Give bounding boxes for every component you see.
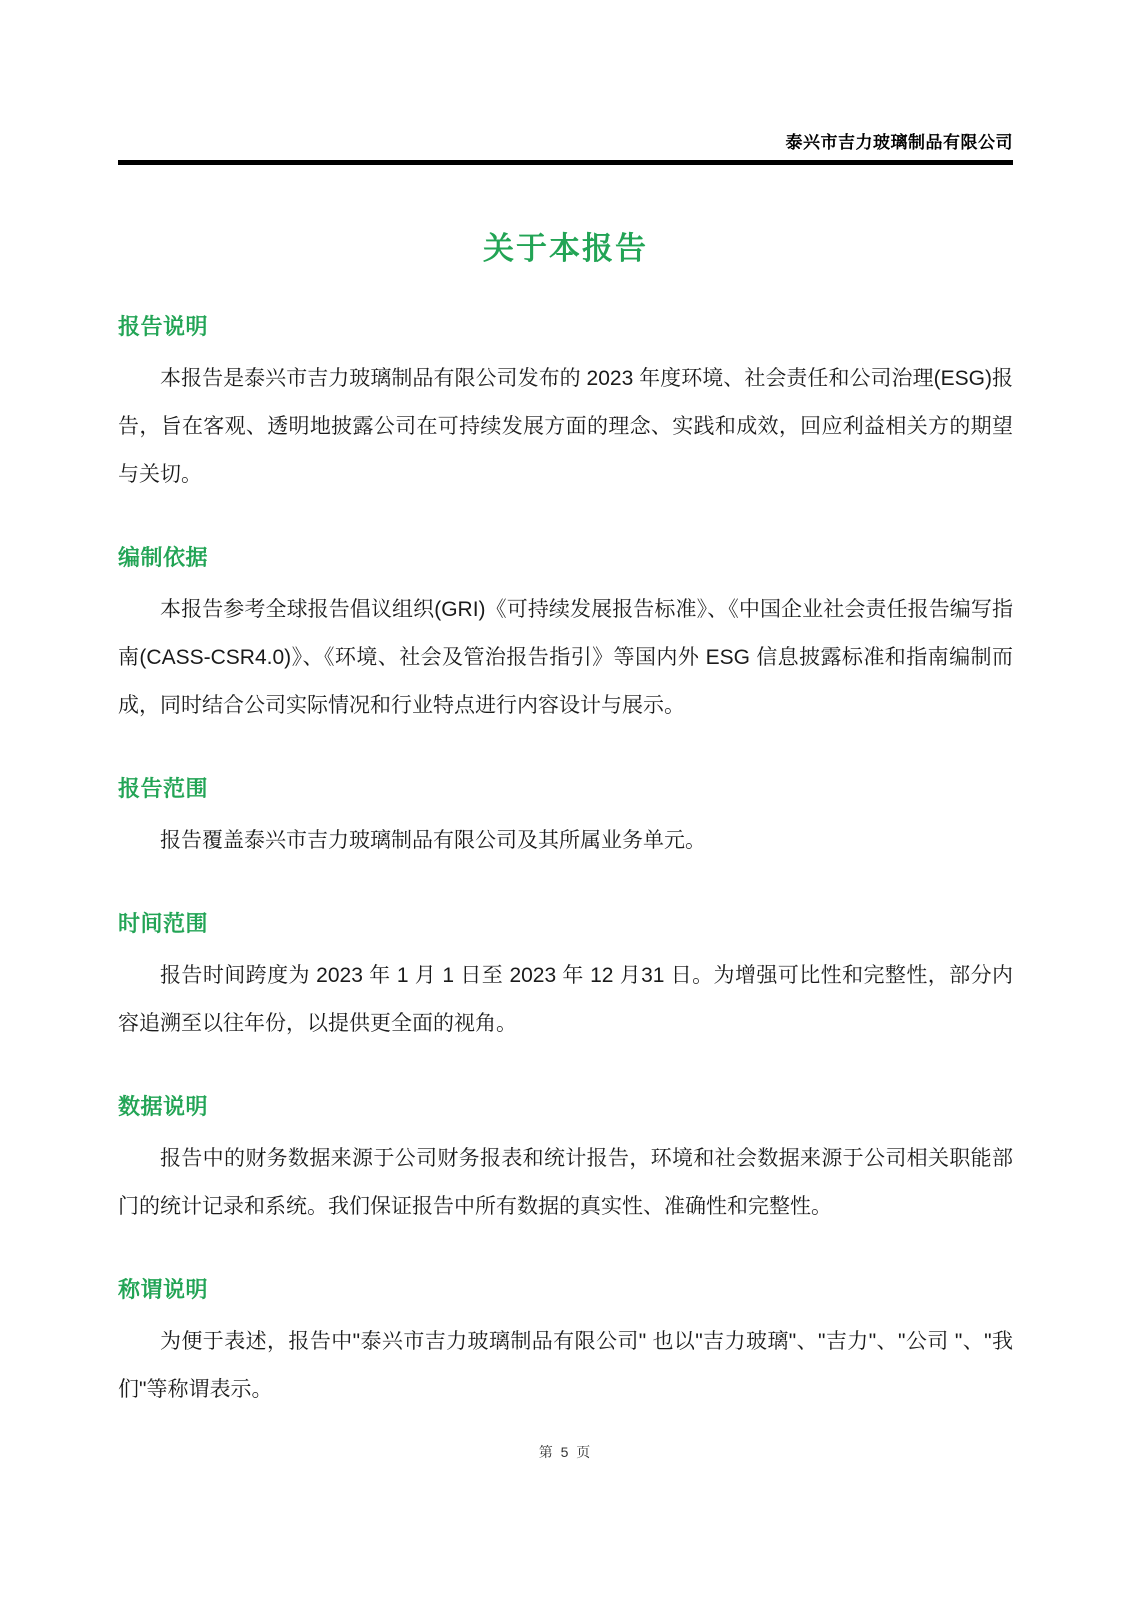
section-heading: 报告说明 xyxy=(118,314,209,339)
section-paragraph: 报告中的财务数据来源于公司财务报表和统计报告，环境和社会数据来源于公司相关职能部门的统计记录和系统。我们保证报告中所有数据的真实性、准确性和完整性。 xyxy=(118,1147,1013,1218)
section-report-scope xyxy=(118,772,1013,865)
section-paragraph: 报告覆盖泰兴市吉力玻璃制品有限公司及其所属业务单元。 xyxy=(160,829,706,852)
section-heading: 数据说明 xyxy=(118,1094,209,1119)
section-paragraph: 本报告是泰兴市吉力玻璃制品有限公司发布的 2023 年度环境、社会责任和公司治理(ESG)报告，旨在客观、透明地披露公司在可持续发展方面的理念、实践和成效，回应利益相关方的期望与关切。 xyxy=(118,367,1013,486)
section-report-notes xyxy=(118,310,1013,499)
section-naming-notes xyxy=(118,1273,1013,1414)
header-divider-rule xyxy=(118,160,1013,165)
page-title: 关于本报告 xyxy=(483,231,648,266)
section-heading: 报告范围 xyxy=(118,776,209,801)
section-paragraph: 报告时间跨度为 2023 年 1 月 1 日至 2023 年 12 月31 日。为增强可比性和完整性，部分内容追溯至以往年份，以提供更全面的视角。 xyxy=(118,964,1013,1035)
page-number: 第 5 页 xyxy=(538,1444,593,1460)
section-compilation-basis xyxy=(118,541,1013,730)
section-heading: 称谓说明 xyxy=(118,1277,209,1302)
section-heading: 编制依据 xyxy=(118,545,209,570)
section-heading: 时间范围 xyxy=(118,911,209,936)
section-time-range xyxy=(118,907,1013,1048)
section-data-notes xyxy=(118,1090,1013,1231)
section-paragraph: 为便于表述，报告中"泰兴市吉力玻璃制品有限公司" 也以"吉力玻璃"、"吉力"、"公司 "、"我们"等称谓表示。 xyxy=(118,1330,1013,1401)
section-paragraph: 本报告参考全球报告倡议组织(GRI)《可持续发展报告标准》、《中国企业社会责任报告编写指南(CASS-CSR4.0)》、《环境、社会及管治报告指引》等国内外 ESG 信息披露标准和指南编制而成，同时结合公司实际情况和行业特点进行内容设计与展示。 xyxy=(118,598,1013,717)
page-header-company-name: 泰兴市吉力玻璃制品有限公司 xyxy=(785,133,1013,152)
